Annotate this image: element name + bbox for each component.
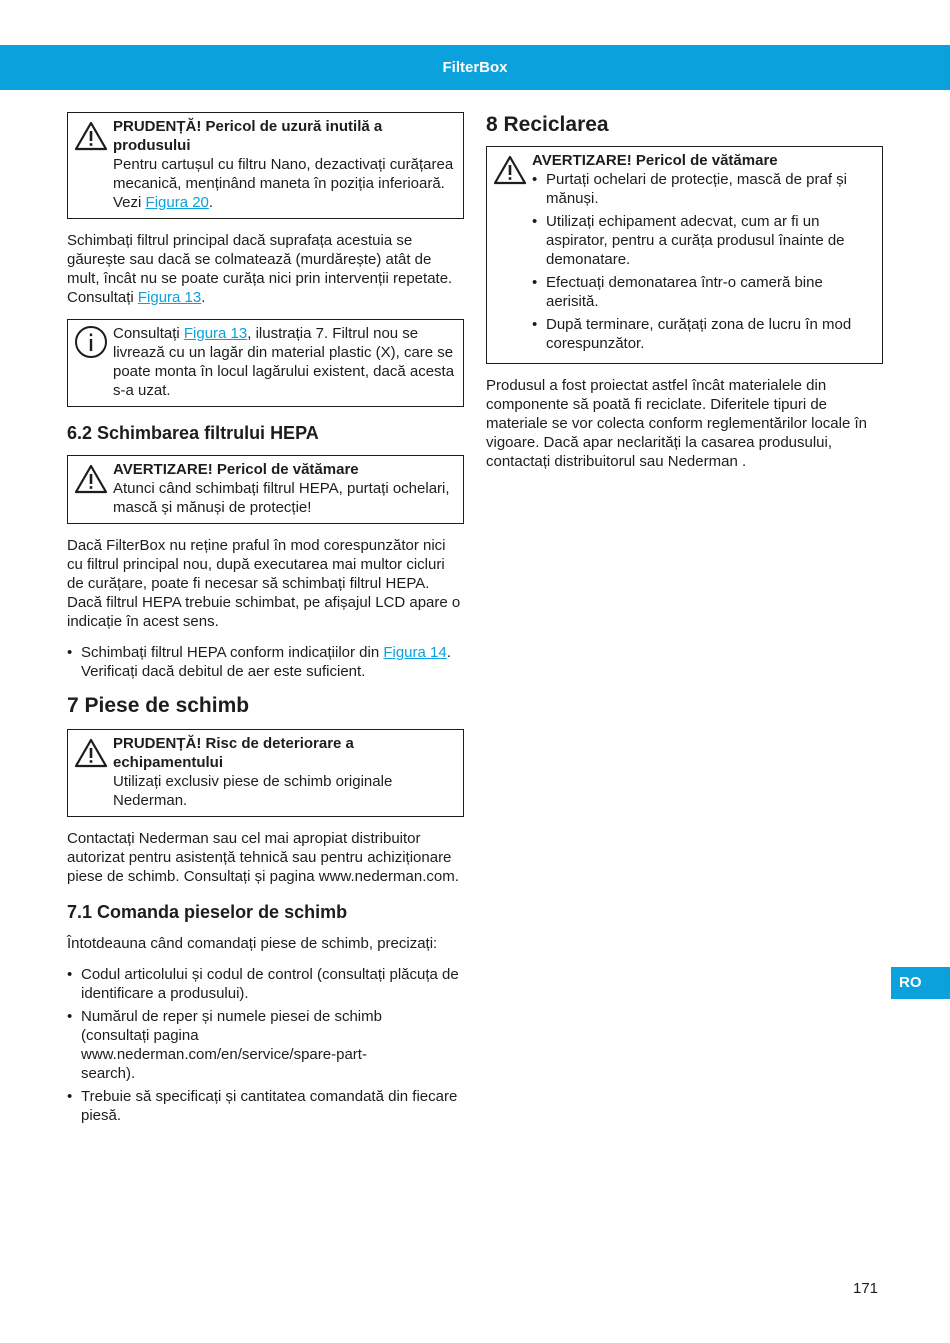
caution-text: Pentru cartușul cu filtru Nano, dezactivați curățarea mecanică, menținând maneta în poziția inferioară. Vezi Figura 20. (113, 156, 454, 211)
language-tab (891, 967, 950, 999)
warning-triangle-icon (74, 121, 108, 151)
warning-box-recycle (486, 146, 883, 364)
list-item: • Utilizați echipament adecvat, cum ar fi un aspirator, pentru a curăța produsul înainte de demonatare. (532, 212, 874, 269)
info-text: Consultați Figura 13, ilustrația 7. Filtrul nou se livrează cu un lagăr din material plastic (X), care se poate monta în locul lagărului existent, dacă acesta s-a uzat. (113, 325, 455, 399)
warning-title: AVERTIZARE! Pericol de vătămare (532, 152, 778, 169)
paragraph-hepa: Dacă FilterBox nu reține praful în mod corespunzător nici cu filtrul principal nou, după executarea mai multor cicluri de curățare, poate fi necesar să schimbați filtrul HEPA. Dacă filtrul HEPA trebuie schimbat, pe afișajul LCD apare o indicație în acest sens. (67, 537, 461, 630)
list-item: • Numărul de reper și numele piesei de schimb (consultați pagina www.nederman.com/en/service/spare-part-search). (67, 1007, 464, 1083)
paragraph-main-filter: Schimbați filtrul principal dacă suprafața acestuia se găurește sau dacă se colmatează (murdărește) atât de mult, încât nu se poate curăța nici prin intervenții repetate. Consultați Figura 13. (67, 232, 453, 306)
list-item: • Schimbați filtrul HEPA conform indicațiilor din Figura 14. Verificați dacă debitul de aer este suficient. (67, 643, 464, 681)
hepa-bullet-list (67, 643, 464, 681)
paragraph-contact: Contactați Nederman sau cel mai apropiat distribuitor autorizat pentru asistență tehnică sau pentru achiziționare piese de schimb. Consultați și pagina www.nederman.com. (67, 830, 459, 885)
warning-title: AVERTIZARE! Pericol de vătămare (113, 461, 359, 478)
caution-box-damage (67, 729, 464, 817)
link-figura-13[interactable]: Figura 13 (137, 289, 202, 306)
warning-triangle-icon (74, 464, 108, 494)
link-figura-13-info[interactable]: Figura 13 (183, 325, 248, 342)
header-title: FilterBox (442, 59, 508, 76)
warning-text: Atunci când schimbați filtrul HEPA, purtați ochelari, mască și mănuși de protecție! (113, 480, 450, 516)
page-header (0, 45, 950, 90)
list-item: • Purtați ochelari de protecție, mască de praf și mănuși. (532, 170, 874, 208)
right-column (486, 112, 883, 483)
order-bullet-list (67, 965, 464, 1125)
link-figura-14[interactable]: Figura 14 (383, 644, 447, 661)
heading-7: 7 Piese de schimb (67, 694, 250, 717)
info-circle-icon (74, 325, 108, 359)
caution-title: PRUDENȚĂ! Pericol de uzură inutilă a produsului (113, 118, 383, 154)
warning-bullet-list (532, 170, 874, 353)
caution-text: Utilizați exclusiv piese de schimb originale Nederman. (113, 773, 393, 809)
list-item: • Efectuați demonatarea într-o cameră bine aerisită. (532, 273, 874, 311)
caution-box-wear (67, 112, 464, 219)
list-item: • Trebuie să specificați și cantitatea comandată din fiecare piesă. (67, 1087, 464, 1125)
heading-8: 8 Reciclarea (486, 113, 609, 136)
page-number: 171 (853, 1280, 879, 1297)
language-tab-label: RO (899, 974, 922, 991)
list-item: • După terminare, curățați zona de lucru în mod corespunzător. (532, 315, 874, 353)
heading-6-2: 6.2 Schimbarea filtrului HEPA (67, 423, 319, 443)
info-box (67, 319, 464, 407)
warning-triangle-icon (74, 738, 108, 768)
paragraph-order: Întotdeauna când comandați piese de schimb, precizați: (67, 935, 438, 952)
list-item: • Codul articolului și codul de control (consultați plăcuța de identificare a produsului). (67, 965, 464, 1003)
warning-triangle-icon (493, 155, 527, 185)
heading-7-1: 7.1 Comanda pieselor de schimb (67, 902, 348, 922)
caution-title: PRUDENȚĂ! Risc de deteriorare a echipamentului (113, 735, 354, 771)
paragraph-recycle: Produsul a fost proiectat astfel încât materialele din componente să poată fi reciclate. Diferitele tipuri de materiale se vor colecta conform reglementărilor locale în vigoare. Dacă apar neclarități la casarea produsului, contactați distribuitorul sau Nederman . (486, 377, 867, 470)
left-column (67, 112, 464, 1137)
link-figura-20[interactable]: Figura 20 (145, 194, 209, 211)
warning-box-hepa (67, 455, 464, 524)
